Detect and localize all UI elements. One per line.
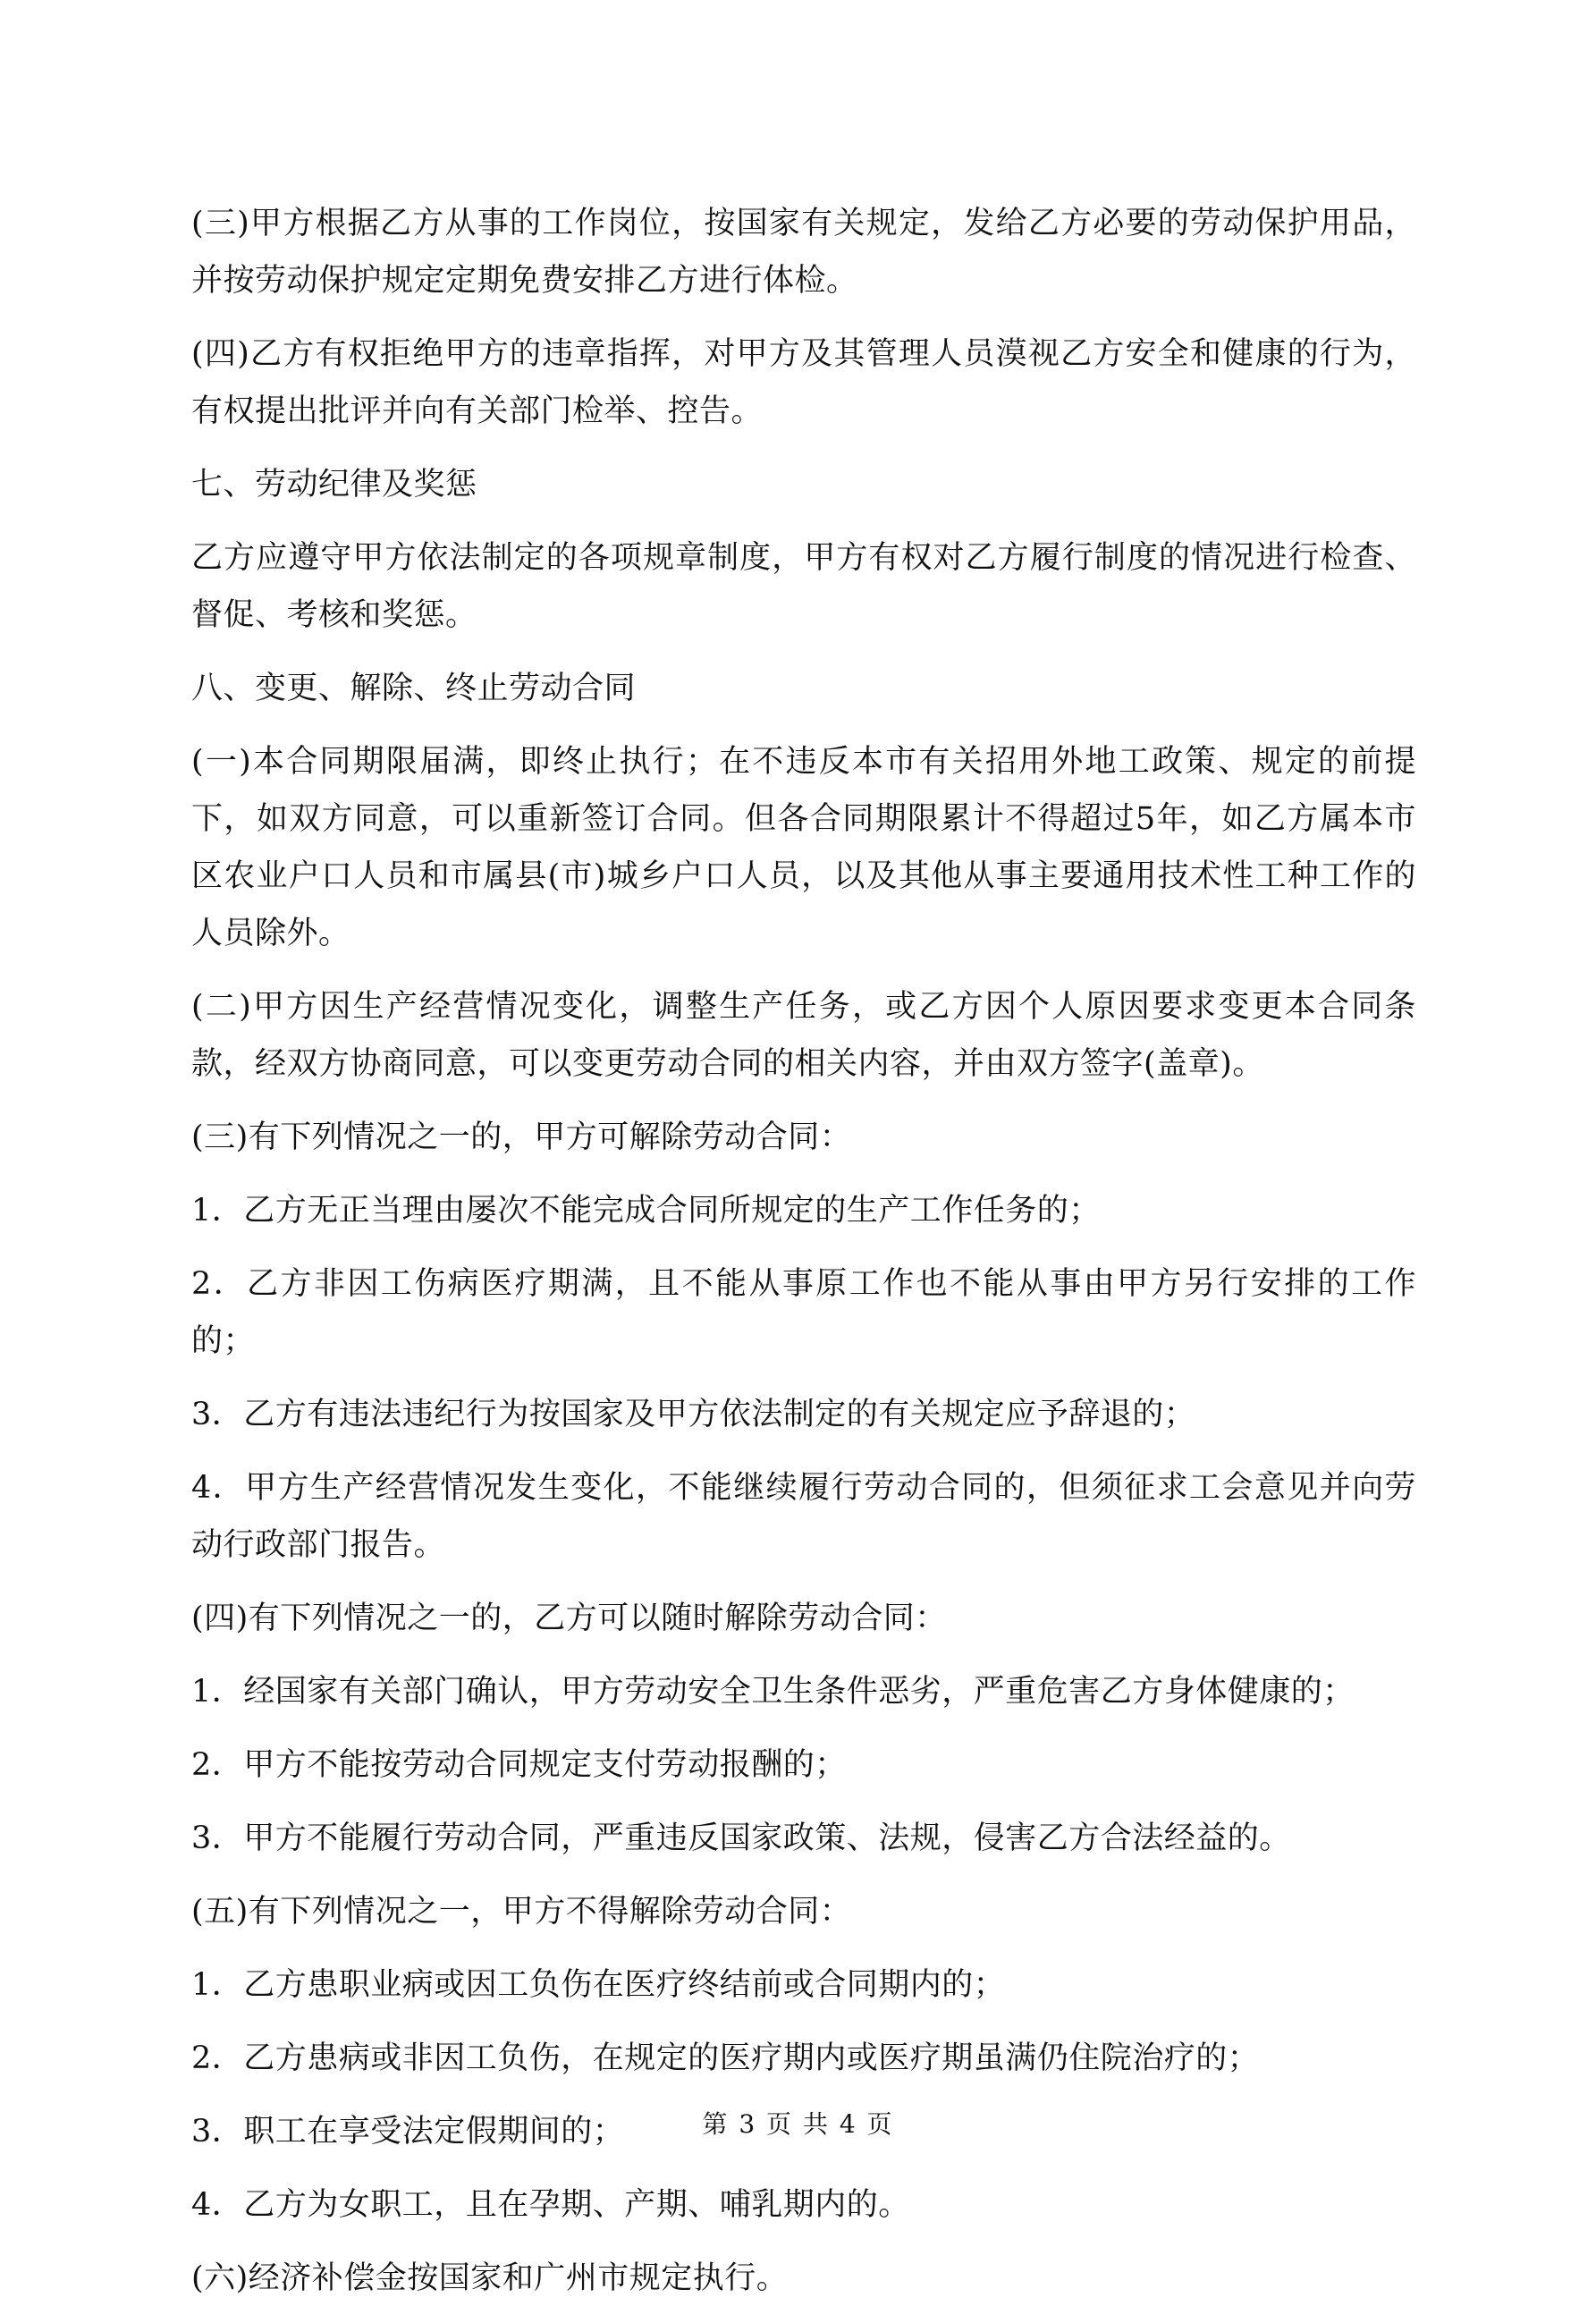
list-item: 4．甲方生产经营情况发生变化，不能继续履行劳动合同的，但须征求工会意见并向劳动行政部门报告。 xyxy=(191,1470,1416,1563)
list-item: 1．乙方患职业病或因工负伤在医疗终结前或合同期内的； xyxy=(191,1967,1006,2003)
list-item: 3．乙方有违法违纪行为按国家及甲方依法制定的有关规定应予辞退的； xyxy=(191,1397,1196,1432)
section-heading-discipline: 七、劳动纪律及奖惩 xyxy=(191,467,477,503)
list-item: 1．乙方无正当理由屡次不能完成合同所规定的生产工作任务的； xyxy=(191,1193,1101,1229)
list-item: 3．甲方不能履行劳动合同，严重违反国家政策、法规，侵害乙方合法经益的。 xyxy=(191,1820,1291,1856)
list-item: 3．职工在享受法定假期间的； xyxy=(191,2114,625,2150)
paragraph-clause-6-compensation: (六)经济补偿金按国家和广州市规定执行。 xyxy=(191,2260,789,2296)
document-body xyxy=(191,195,1416,2323)
section-heading-contract-change: 八、变更、解除、终止劳动合同 xyxy=(191,671,637,706)
list-item: 1．经国家有关部门确认，甲方劳动安全卫生条件恶劣，严重危害乙方身体健康的； xyxy=(191,1674,1355,1710)
paragraph-clause-3-protection: (三)甲方根据乙方从事的工作岗位，按国家有关规定，发给乙方必要的劳动保护用品，并按劳动保护规定定期免费安排乙方进行体检。 xyxy=(191,206,1416,299)
paragraph-clause-3-employer-termination: (三)有下列情况之一的，甲方可解除劳动合同： xyxy=(191,1119,852,1155)
page-number-footer: 第 3 页 共 4 页 xyxy=(702,2109,894,2139)
paragraph-clause-2-modification: (二)甲方因生产经营情况变化，调整生产任务，或乙方因个人原因要求变更本合同条款，经双方协商同意，可以变更劳动合同的相关内容，并由双方签字(盖章)。 xyxy=(191,989,1416,1082)
list-item: 4．乙方为女职工，且在孕期、产期、哺乳期内的。 xyxy=(191,2187,910,2223)
paragraph-discipline: 乙方应遵守甲方依法制定的各项规章制度，甲方有权对乙方履行制度的情况进行检查、督促、考核和奖惩。 xyxy=(191,540,1416,633)
list-item: 2．乙方患病或非因工负伤，在规定的医疗期内或医疗期虽满仍住院治疗的； xyxy=(191,2040,1260,2076)
paragraph-clause-4-employee-termination: (四)有下列情况之一的，乙方可以随时解除劳动合同： xyxy=(191,1601,947,1636)
paragraph-clause-5-no-termination: (五)有下列情况之一，甲方不得解除劳动合同： xyxy=(191,1894,852,1930)
paragraph-clause-1-expiry: (一)本合同期限届满，即终止执行；在不违反本市有关招用外地工政策、规定的前提下，如双方同意，可以重新签订合同。但各合同期限累计不得超过5年，如乙方属本市区农业户口人员和市属县(市)城乡户口人员，以及其他从事主要通用技术性工种工作的人员除外。 xyxy=(191,744,1416,951)
list-item: 2．乙方非因工伤病医疗期满，且不能从事原工作也不能从事由甲方另行安排的工作的； xyxy=(191,1266,1416,1359)
paragraph-clause-4-refusal: (四)乙方有权拒绝甲方的违章指挥，对甲方及其管理人员漠视乙方安全和健康的行为，有权提出批评并向有关部门检举、控告。 xyxy=(191,336,1416,429)
list-item: 2．甲方不能按劳动合同规定支付劳动报酬的； xyxy=(191,1747,847,1783)
